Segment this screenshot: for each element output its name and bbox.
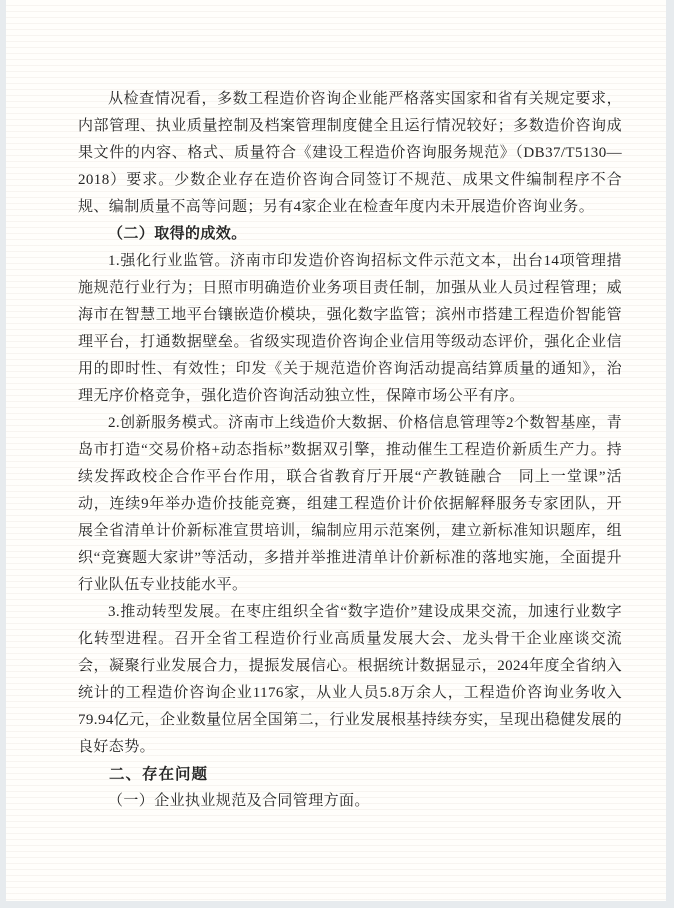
- document-page: [6, 0, 666, 901]
- paragraph-transformation-development: 3.推动转型发展。在枣庄组织全省“数字造价”建设成果交流，加速行业数字化转型进程。召开全省工程造价行业高质量发展大会、龙头骨干企业座谈交流会，凝聚行业发展合力，提振发展信心。根据统计数据显示，2024年度全省纳入统计的工程造价咨询企业1176家，从业人员5.8万余人，工程造价咨询业务收入79.94亿元，企业数量位居全国第二，行业发展根基持续夯实，呈现出稳健发展的良好态势。: [78, 604, 622, 755]
- document-body: [6, 0, 666, 815]
- subheading-practice-and-contract-management: （一）企业执业规范及合同管理方面。: [108, 793, 370, 809]
- paragraph-inspection-findings: 从检查情况看，多数工程造价咨询企业能严格落实国家和省有关规定要求，内部管理、执业质量控制及档案管理制度健全且运行情况较好；多数造价咨询成果文件的内容、格式、质量符合《建设工程造价咨询服务规范》（DB37/T5130—2018）要求。少数企业存在造价咨询合同签订不规范、成果文件编制程序不合规、编制质量不高等问题；另有4家企业在检查年度内未开展造价咨询业务。: [78, 91, 622, 215]
- subheading-achievements: （二）取得的成效。: [108, 226, 247, 242]
- heading-existing-problems: 二、存在问题: [109, 766, 209, 783]
- paragraph-industry-supervision: 1.强化行业监管。济南市印发造价咨询招标文件示范文本，出台14项管理措施规范行业行为；日照市明确造价业务项目责任制，加强从业人员过程管理；威海市在智慧工地平台镶嵌造价模块，强化数字监管；滨州市搭建工程造价智能管理平台，打通数据壁垒。省级实现造价咨询企业信用等级动态评价，强化企业信用的即时性、有效性；印发《关于规范造价咨询活动提高结算质量的通知》，治理无序价格竞争，强化造价咨询活动独立性，保障市场公平有序。: [78, 253, 622, 404]
- paragraph-service-innovation: 2.创新服务模式。济南市上线造价大数据、价格信息管理等2个数智基座，青岛市打造“交易价格+动态指标”数据双引擎，推动催生工程造价新质生产力。持续发挥政校企合作平台作用，联合省教育厅开展“产教链融合 同上一堂课”活动，连续9年举办造价技能竞赛，组建工程造价计价依据解释服务专家团队，开展全省清单计价新标准宣贯培训，编制应用示范案例，建立新标准知识题库，组织“竞赛题大家讲”等活动，多措并举推进清单计价新标准的落地实施，全面提升行业队伍专业技能水平。: [78, 415, 622, 593]
